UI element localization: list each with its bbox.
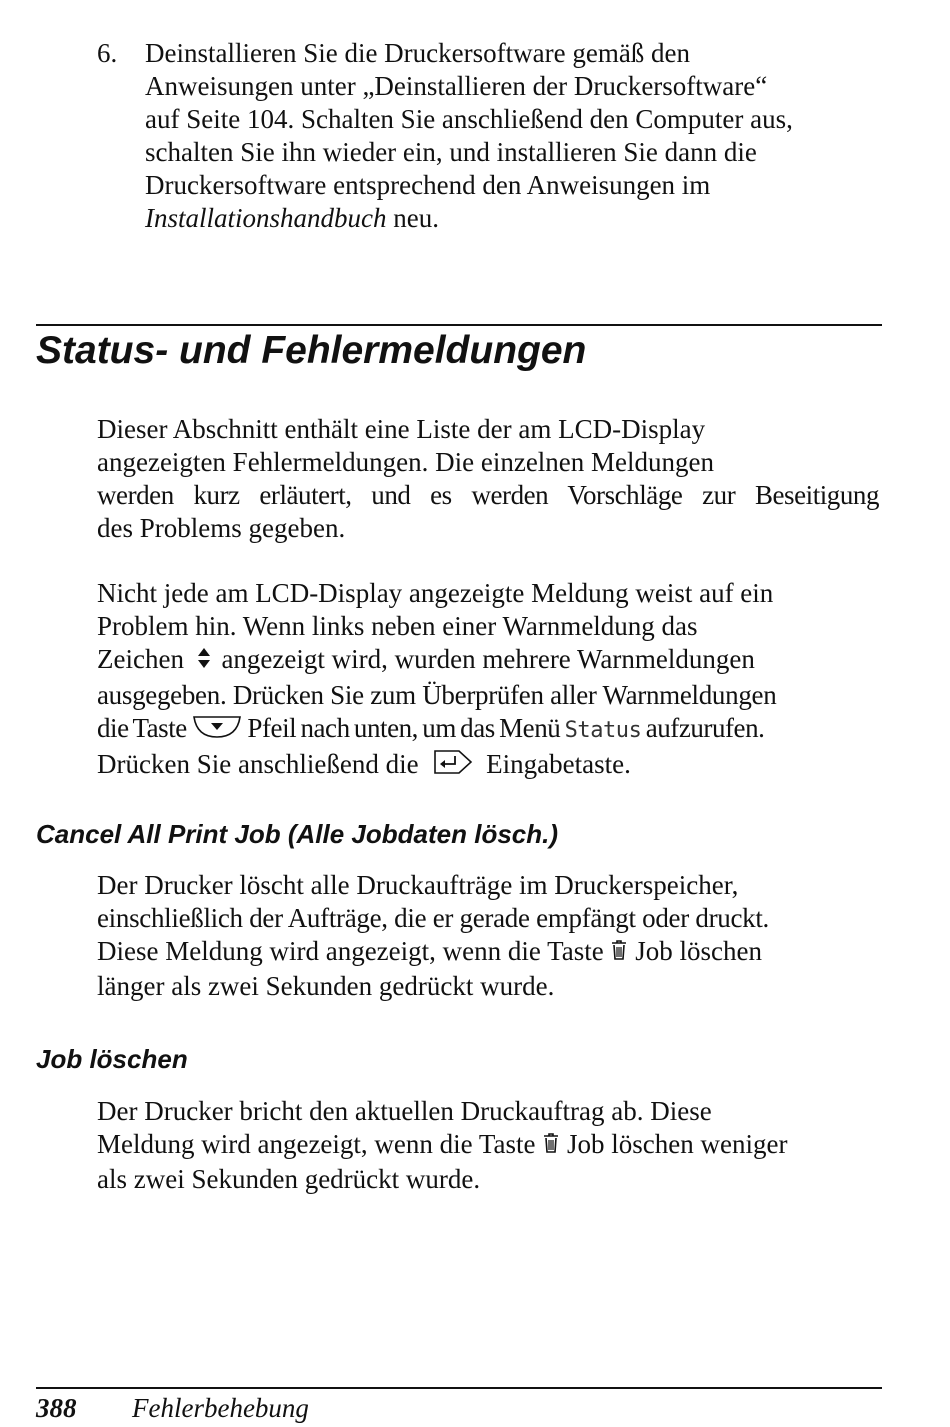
message-heading: Cancel All Print Job (Alle Jobdaten lösch.) <box>36 819 559 849</box>
note-paragraph <box>97 577 879 783</box>
paragraph-line: des Problems gegeben. <box>97 513 346 543</box>
paragraph-line <box>97 1128 879 1163</box>
intro-paragraph <box>97 413 879 545</box>
paragraph-line <box>97 712 879 748</box>
step-line: auf Seite 104. Schalten Sie anschließend den Computer aus, <box>145 104 793 134</box>
paragraph-line: ausgegeben. Drücken Sie zum Überprüfen aller Warnmeldungen <box>97 679 777 710</box>
step-line: schalten Sie ihn wieder ein, und installieren Sie dann die <box>145 137 757 167</box>
paragraph-line: Dieser Abschnitt enthält eine Liste der am LCD-Display <box>97 414 706 444</box>
text-fragment: Pfeil nach unten, um das Menü <box>247 712 561 743</box>
page-footer <box>36 1392 309 1425</box>
step-number: 6. <box>97 38 118 68</box>
message-description <box>97 869 879 1003</box>
message-description <box>97 1095 879 1196</box>
paragraph-line: werden kurz erläutert, und es werden Vorschläge zur Beseitigung <box>97 480 879 510</box>
up-down-arrows-icon <box>197 645 211 679</box>
enter-key-icon <box>433 749 473 783</box>
text-fragment: aufzurufen. <box>645 712 765 743</box>
paragraph-line: Der Drucker löscht alle Druckaufträge im Druckerspeicher, <box>97 870 739 900</box>
message-heading: Job löschen <box>36 1044 188 1074</box>
paragraph-line <box>97 643 879 679</box>
paragraph-line <box>97 748 879 784</box>
paragraph-line <box>97 935 879 970</box>
text-fragment: Drücken Sie anschließend die <box>97 748 419 779</box>
step-line <box>145 202 887 235</box>
text-fragment: Meldung wird angezeigt, wenn die Taste <box>97 1129 536 1159</box>
text-fragment: Eingabetaste. <box>486 748 631 779</box>
text-fragment: die Taste <box>97 712 187 743</box>
footer-rule <box>36 1387 882 1389</box>
paragraph-line: Der Drucker bricht den aktuellen Druckauftrag ab. Diese <box>97 1096 712 1126</box>
page-number: 388 <box>36 1393 77 1423</box>
paragraph-line: Nicht jede am LCD-Display angezeigte Meldung weist auf ein <box>97 578 774 608</box>
paragraph-line: länger als zwei Sekunden gedrückt wurde. <box>97 971 555 1002</box>
text-fragment: Job löschen weniger <box>567 1129 788 1159</box>
trash-icon <box>542 1130 560 1163</box>
step-line: Anweisungen unter „Deinstallieren der Druckersoftware“ <box>145 71 768 101</box>
paragraph-line: angezeigten Fehlermeldungen. Die einzelnen Meldungen <box>97 447 715 477</box>
paragraph-line: als zwei Sekunden gedrückt wurde. <box>97 1164 481 1195</box>
step-line: Deinstallieren Sie die Druckersoftware gemäß den <box>145 38 691 68</box>
paragraph-line: Problem hin. Wenn links neben einer Warnmeldung das <box>97 611 698 641</box>
manual-title: Installationshandbuch <box>145 203 387 233</box>
text-fragment: Zeichen <box>97 644 184 674</box>
status-menu-label: Status <box>564 717 642 743</box>
text-fragment: Job löschen <box>635 936 762 966</box>
step-line-end: neu. <box>386 203 439 233</box>
down-arrow-key-icon <box>191 714 243 748</box>
paragraph-line: einschließlich der Aufträge, die er gerade empfängt oder druckt. <box>97 903 770 933</box>
text-fragment: angezeigt wird, wurden mehrere Warnmeldungen <box>221 644 755 674</box>
trash-icon <box>610 937 628 970</box>
step-line: Druckersoftware entsprechend den Anweisungen im <box>145 170 711 200</box>
section-title: Status- und Fehlermeldungen <box>36 329 587 372</box>
step-text <box>145 37 887 235</box>
text-fragment: Diese Meldung wird angezeigt, wenn die Taste <box>97 936 604 966</box>
footer-section-name: Fehlerbehebung <box>132 1393 309 1423</box>
